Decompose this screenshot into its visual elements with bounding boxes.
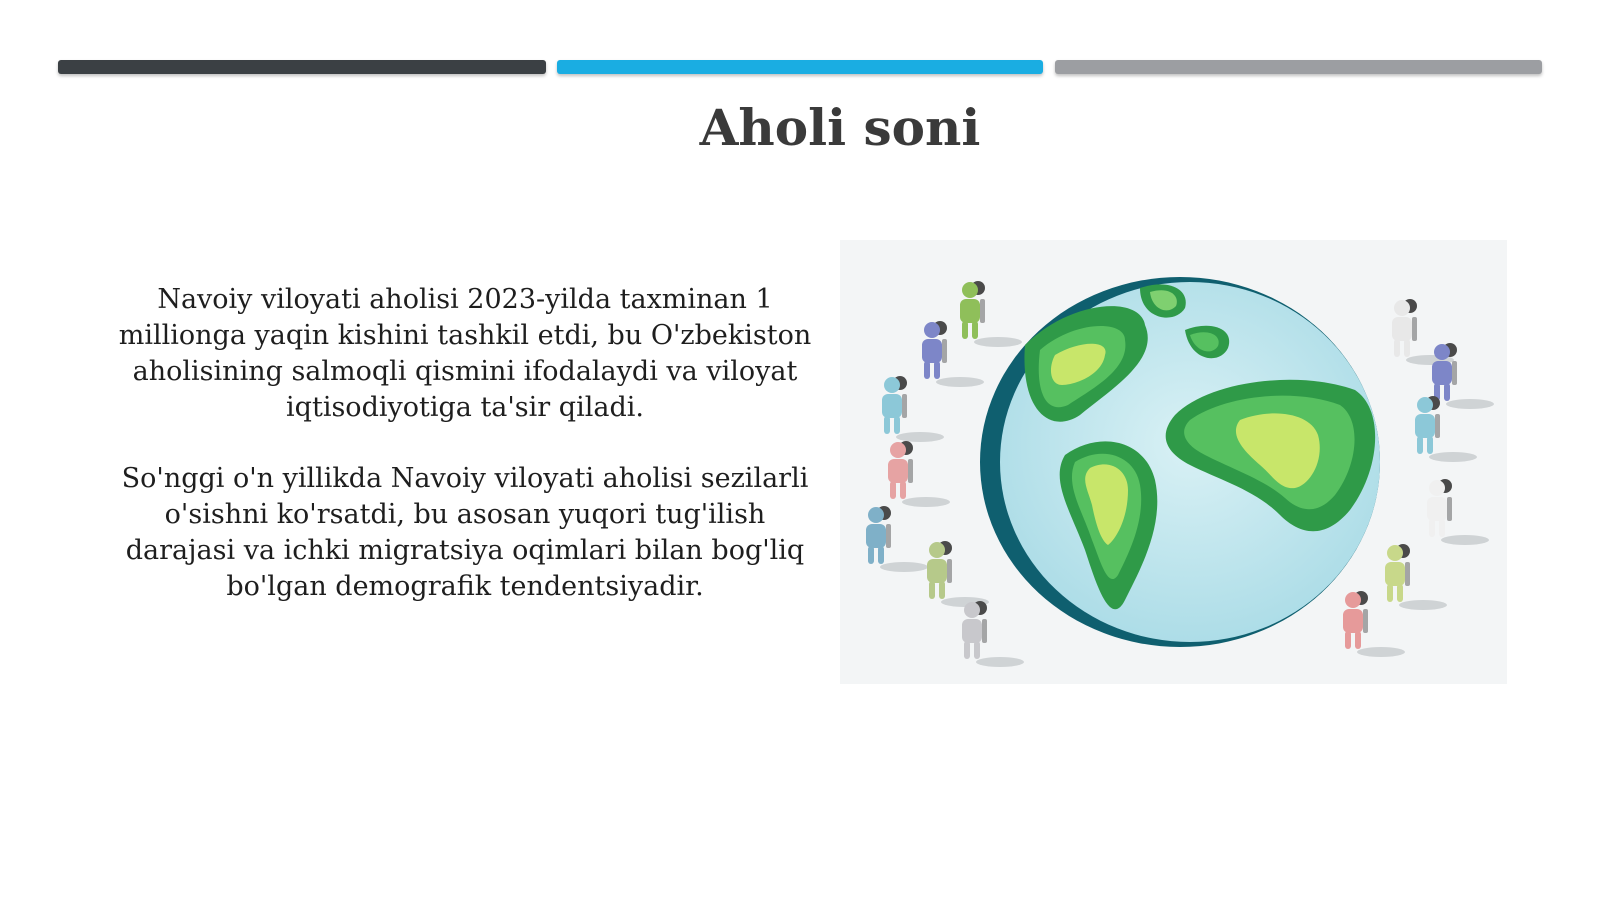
accent-bar-gray <box>1055 60 1542 74</box>
accent-bar-blue <box>557 60 1043 74</box>
globe-icon <box>980 277 1380 647</box>
paragraph-population-2023: Navoiy viloyati aholisi 2023-yilda taxminan 1 millionga yaqin kishini tashkil etdi, bu O'zbekiston aholisining salmoqli qismini ifodalaydi va viloyat iqtisodiyotiga ta'sir qiladi. <box>118 284 812 423</box>
accent-bar-dark <box>58 60 546 74</box>
globe-people-illustration <box>840 240 1507 684</box>
paragraph-population-growth: So'nggi o'n yillikda Navoiy viloyati aholisi sezilarli o'sishni ko'rsatdi, bu asosan yuqori tug'ilish darajasi va ichki migratsiya oqimlari bilan bog'liq bo'lgan demografik tendentsiyadir. <box>121 463 809 602</box>
slide-body <box>115 282 815 640</box>
slide-title: Aholi soni <box>699 98 981 157</box>
